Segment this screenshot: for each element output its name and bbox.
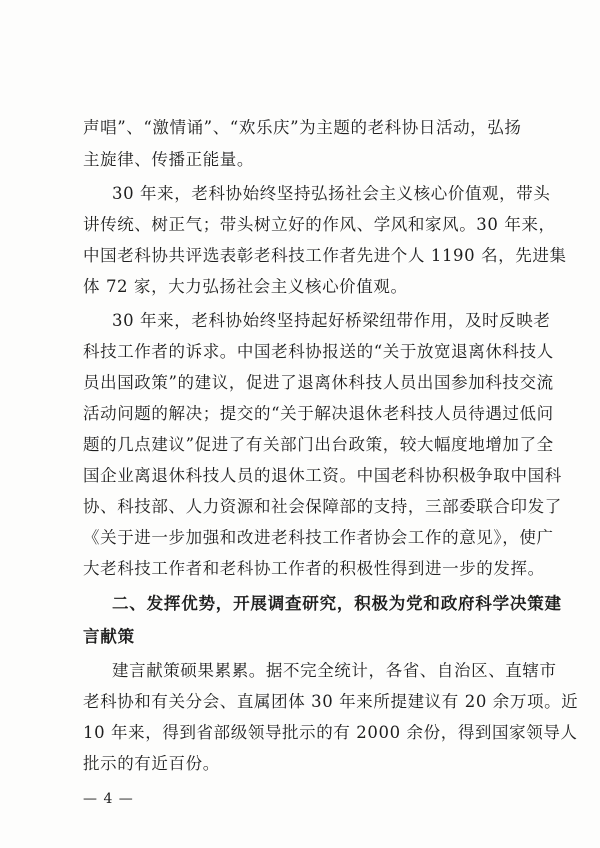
paragraph-3-line-9: 大老科技工作者和老科协工作者的积极性得到进一步的发挥。 — [83, 559, 545, 578]
paragraph-1-line-1: 声唱”、“激情诵”、“欢乐庆”为主题的老科协日活动，弘扬 — [83, 118, 522, 137]
paragraph-4-line-1: 建言献策硕果累累。据不完全统计，各省、自治区、直辖市 — [112, 661, 557, 680]
paragraph-3-line-6: 国企业离退休科技人员的退休工资。中国老科协积极争取中国科 — [83, 466, 562, 485]
paragraph-1-line-2: 主旋律、传播正能量。 — [83, 150, 254, 169]
paragraph-2-line-4: 体 72 家，大力弘扬社会主义核心价值观。 — [83, 277, 408, 296]
paragraph-4-line-3: 10 年来，得到省部级领导批示的有 2000 余份，得到国家领导人 — [83, 723, 578, 742]
section-heading-line-2: 言献策 — [83, 627, 135, 646]
paragraph-2-line-1: 30 年来，老科协始终坚持弘扬社会主义核心价值观，带头 — [112, 184, 551, 203]
section-heading-line-1: 二、发挥优势，开展调查研究，积极为党和政府科学决策建 — [112, 594, 562, 613]
paragraph-3-line-8: 《关于进一步加强和改进老科技工作者协会工作的意见》，使广 — [83, 528, 554, 547]
paragraph-2-line-2: 讲传统、树正气；带头树立好的作风、学风和家风。30 年来， — [83, 215, 556, 234]
paragraph-4-line-2: 老科协和有关分会、直属团体 30 年来所提建议有 20 余万项。近 — [83, 692, 579, 711]
paragraph-3-line-5: 题的几点建议”促进了有关部门出台政策，较大幅度地增加了全 — [83, 435, 554, 454]
paragraph-3-line-1: 30 年来，老科协始终坚持起好桥梁纽带作用，及时反映老 — [112, 311, 551, 330]
paragraph-3-line-4: 活动问题的解决；提交的“关于解决退休老科技人员待遇过低问 — [83, 404, 554, 423]
paragraph-3-line-3: 员出国政策”的建议，促进了退离休科技人员出国参加科技交流 — [83, 373, 554, 392]
paragraph-3-line-7: 协、科技部、人力资源和社会保障部的支持，三部委联合印发了 — [83, 497, 562, 516]
paragraph-4-line-4: 批示的有近百份。 — [83, 754, 220, 773]
page-number: — 4 — — [83, 791, 134, 807]
paragraph-2-line-3: 中国老科协共评选表彰老科技工作者先进个人 1190 名，先进集 — [83, 246, 567, 265]
paragraph-3-line-2: 科技工作者的诉求。中国老科协报送的“关于放宽退离休科技人 — [83, 342, 554, 361]
